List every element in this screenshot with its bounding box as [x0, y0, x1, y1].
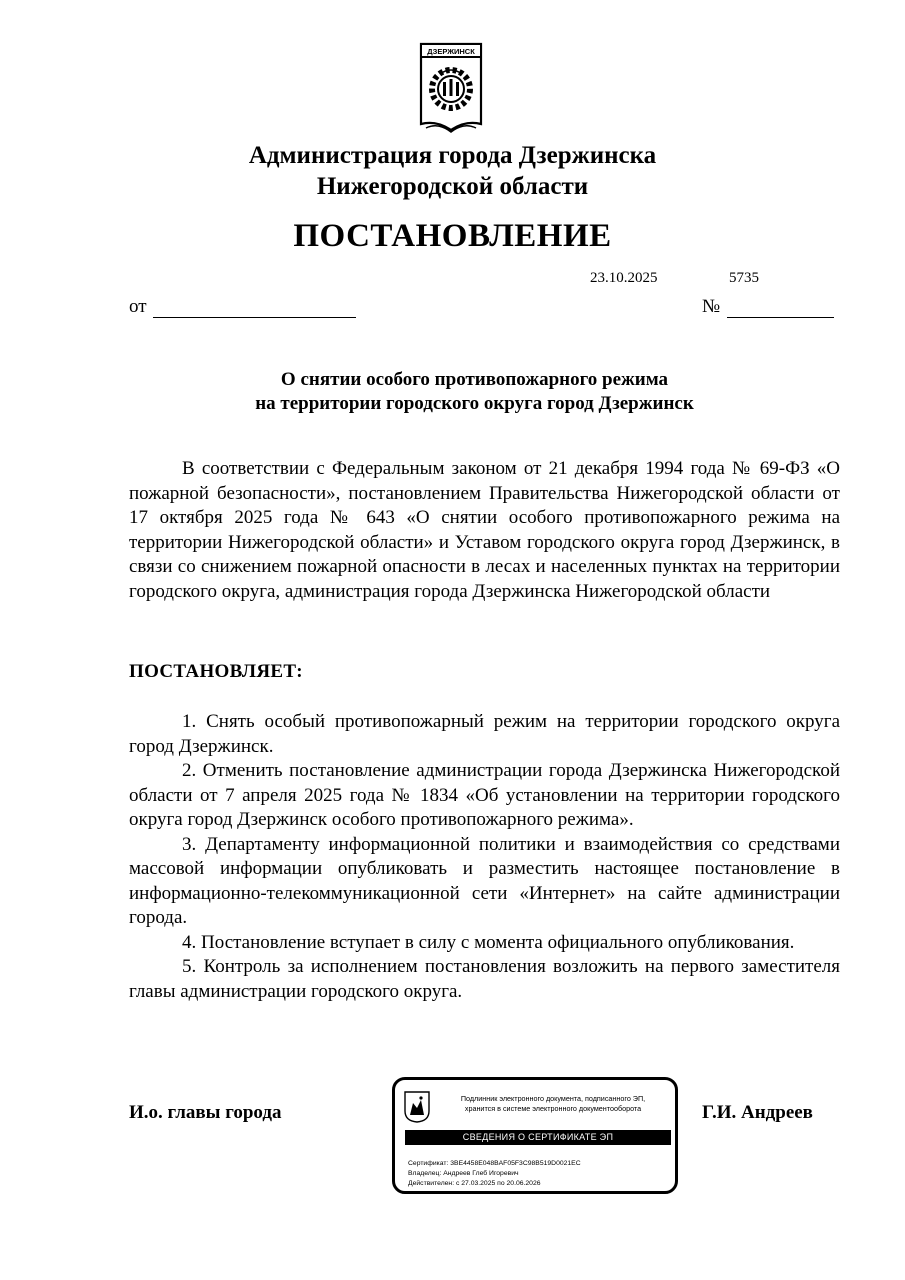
- organization-name: Администрация города Дзержинска: [248, 142, 657, 169]
- resolution-item-1: 1. Снять особый противопожарный режим на территории городского округа город Дзержинск.: [129, 711, 840, 757]
- stamp-certificate-id: Сертификат: 3BE4458E048BAF05F3C98B519D0021EC: [408, 1160, 581, 1167]
- stamp-owner: Владелец: Андреев Глеб Игоревич: [408, 1170, 519, 1177]
- crest-label: ДЗЕРЖИНСК: [427, 47, 475, 56]
- resolution-item-2: 2. Отменить постановление администрации города Дзержинска Нижегородской области от 7 апреля 2025 года № 1834 «Об установлении на территории городского округа город Дзержинск особого противопожарного режима».: [129, 760, 840, 830]
- signatory-position: И.о. главы города: [129, 1102, 282, 1123]
- resolves-heading: ПОСТАНОВЛЯЕТ:: [129, 661, 303, 682]
- city-crest-emblem: [418, 42, 484, 138]
- document-number: 5735: [729, 270, 759, 286]
- stamp-validity: Действителен: с 27.03.2025 по 20.06.2026: [408, 1180, 541, 1187]
- resolution-item-4: 4. Постановление вступает в силу с момента официального опубликования.: [182, 931, 795, 953]
- stamp-notice-line-2: хранится в системе электронного документооборота: [464, 1104, 642, 1113]
- stamp-notice-line-1: Подлинник электронного документа, подписанного ЭП,: [460, 1094, 646, 1103]
- number-underline: [727, 317, 834, 318]
- preamble: [129, 457, 840, 604]
- date-label: от: [129, 296, 147, 317]
- stamp-certificate-header: СВЕДЕНИЯ О СЕРТИФИКАТЕ ЭП: [405, 1130, 671, 1145]
- subject-line-2: на территории городского округа город Дзержинск: [255, 393, 694, 414]
- stamp-certificate-info: [408, 1159, 581, 1189]
- document-date: 23.10.2025: [590, 270, 658, 286]
- stamp-notice: [435, 1094, 671, 1114]
- region-emblem-icon: [404, 1091, 430, 1123]
- resolution-items: [129, 710, 840, 1004]
- preamble-text: В соответствии с Федеральным законом от 21 декабря 1994 года № 69-ФЗ «О пожарной безопасности», постановлением Правительства Нижегородской области от 17 октября 2025 года № 643 «О снятии особого противопожарного режима на территории Нижегородской области» и Уставом городского округа город Дзержинск, в связи со снижением пожарной опасности в лесах и населенных пунктах на территории городского округа, администрация города Дзержинска Нижегородской области: [129, 458, 840, 602]
- resolution-item-5: 5. Контроль за исполнением постановления возложить на первого заместителя главы администрации городского округа.: [129, 956, 840, 1002]
- subject-line-1: О снятии особого противопожарного режима: [280, 369, 669, 390]
- resolution-item-3: 3. Департаменту информационной политики и взаимодействия со средствами массовой информации опубликовать и разместить настоящее постановление в информационно-телекоммуникационной сети «Интернет» на сайте администрации города.: [129, 833, 840, 928]
- signatory-name: Г.И. Андреев: [702, 1102, 813, 1123]
- electronic-signature-stamp: [392, 1077, 678, 1194]
- organization-region: Нижегородской области: [316, 173, 589, 200]
- document-type-title: ПОСТАНОВЛЕНИЕ: [293, 218, 612, 254]
- number-label: №: [702, 296, 721, 317]
- date-underline: [153, 317, 356, 318]
